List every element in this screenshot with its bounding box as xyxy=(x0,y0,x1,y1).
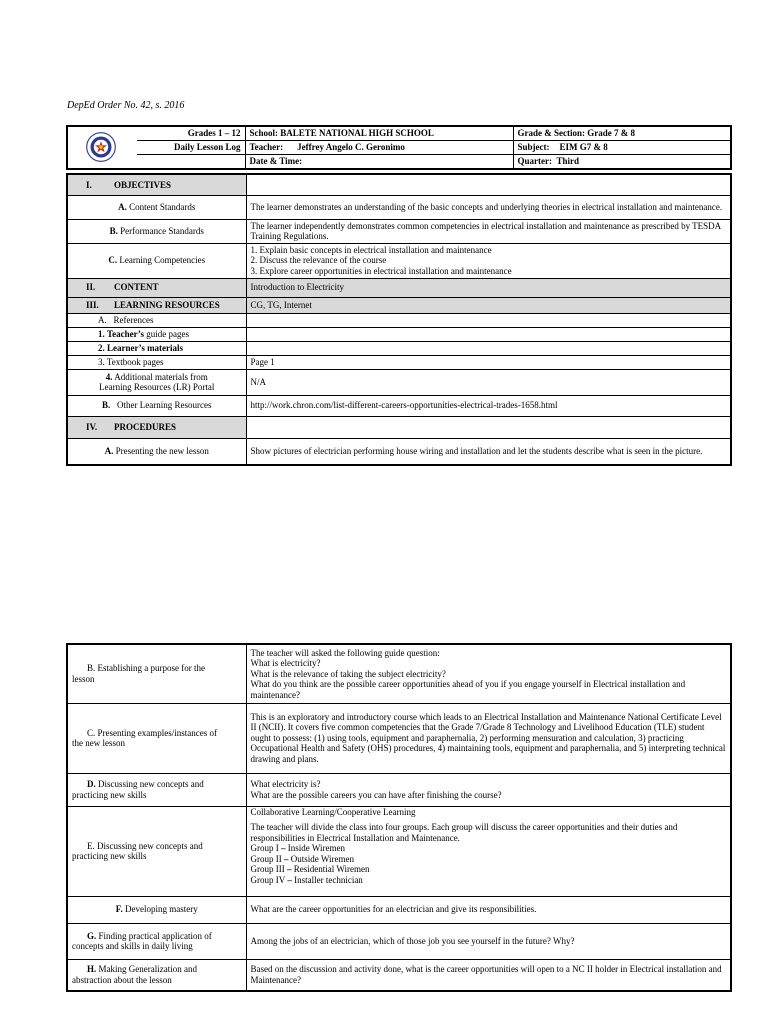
learners-materials-row xyxy=(67,341,731,355)
procedure-e-label-1: E. Discussing new concepts and xyxy=(87,840,203,851)
group-dash: – xyxy=(284,853,289,864)
procedure-d-row xyxy=(67,773,731,806)
group-line xyxy=(251,843,727,854)
group-line xyxy=(251,864,727,875)
procedure-a-label: Presenting the new lesson xyxy=(115,446,209,456)
other-resources-label: Other Learning Resources xyxy=(117,400,212,411)
guide-question-line: What do you think are the possible career opportunities ahead of you if you engage yourself in Electrical installation and maintenance? xyxy=(250,679,686,700)
section-title-objectives: OBJECTIVES xyxy=(114,179,172,190)
procedure-d-label-1: Discussing new concepts and xyxy=(98,779,204,789)
group-line xyxy=(251,854,727,865)
competency-line: 1. Explain basic concepts in electrical installation and maintenance xyxy=(250,244,492,255)
procedure-e-label-2: practicing new skills xyxy=(72,851,147,861)
textbook-label: 3. Textbook pages xyxy=(98,356,164,367)
quarter-label: Quarter: xyxy=(517,156,552,167)
procedure-f-row xyxy=(67,896,731,923)
content-standards-value: The learner demonstrates an understanding of the basic concepts and underlying theories in electrical installation and maintenance. xyxy=(246,195,731,219)
learning-resources-section xyxy=(67,297,731,313)
section-number: II. xyxy=(86,282,96,293)
content-standards-label: Content Standards xyxy=(129,201,196,212)
learning-competencies-row xyxy=(67,243,731,278)
teacher-label: Teacher: xyxy=(249,142,284,153)
group-name: Group III xyxy=(250,864,285,874)
group-role: Inside Wiremen xyxy=(287,843,345,853)
references-label: References xyxy=(113,314,154,325)
learners-materials-value xyxy=(246,341,731,355)
section-number: III. xyxy=(86,299,99,310)
section-title-learning-resources: LEARNING RESOURCES xyxy=(114,299,220,310)
guide-question-line: The teacher will asked the following guide question: xyxy=(250,647,440,658)
discussion-line: What are the possible careers you can have after finishing the course? xyxy=(250,789,502,800)
subject-row xyxy=(513,141,731,155)
content-standards-row xyxy=(67,195,731,219)
group-role: Installer technician xyxy=(294,874,363,885)
row-letter: H. xyxy=(87,964,97,975)
group-line xyxy=(251,875,727,886)
subject-label: Subject: xyxy=(517,142,550,153)
teachers-guide-row xyxy=(67,327,731,341)
deped-order-reference: DepEd Order No. 42, s. 2016 xyxy=(67,100,185,111)
competency-line: 2. Discuss the relevance of the course xyxy=(250,255,387,266)
teachers-guide-value xyxy=(246,327,731,341)
procedure-g-label-2: concepts and skills in daily living xyxy=(72,941,193,951)
learning-resources-value: CG, TG, Internet xyxy=(246,297,731,313)
group-role: Residential Wiremen xyxy=(293,864,370,874)
content-section xyxy=(67,278,731,297)
procedure-h-label-2: abstraction about the lesson xyxy=(72,974,172,985)
group-name: Group II xyxy=(250,853,282,864)
group-dash: – xyxy=(287,864,292,874)
procedure-b-label-2: lesson xyxy=(72,673,95,684)
procedure-a-value: Show pictures of electrician performing house wiring and installation and let the students describe what is seen in the picture. xyxy=(246,438,731,465)
procedure-g-value: Among the jobs of an electrician, which of those job you see yourself in the future? Why? xyxy=(246,923,731,959)
procedure-f-value: What are the career opportunities for an electrician and give its responsibilities. xyxy=(246,896,731,923)
procedure-d-label-2: practicing new skills xyxy=(72,789,147,800)
procedure-h-value: Based on the discussion and activity done, what is the career opportunities will open to a NC II holder in Electrical installation and Maintenance? xyxy=(246,959,731,991)
guide-question-line: What is the relevance of taking the subject electricity? xyxy=(250,668,446,679)
row-letter: A. xyxy=(98,314,107,325)
procedure-b-row xyxy=(67,644,731,703)
procedure-c-row xyxy=(67,703,731,773)
textbook-row xyxy=(67,355,731,369)
procedure-c-label-2: the new lesson xyxy=(72,738,125,748)
performance-standards-label: Performance Standards xyxy=(120,225,204,236)
section-number: IV. xyxy=(86,421,98,432)
row-letter: B. xyxy=(109,225,118,236)
row-letter: F. xyxy=(115,904,123,915)
row-letter: D. xyxy=(87,779,96,789)
row-letter: B. xyxy=(102,400,111,411)
learners-materials-label: 2. Learner’s materials xyxy=(98,342,184,353)
logo-cell xyxy=(67,126,137,169)
procedure-e-intro: The teacher will divide the class into four groups. Each group will discuss the career opportunities and their duties and responsibilities in Electrical Installation and Maintenance. xyxy=(250,822,678,843)
performance-standards-row xyxy=(67,219,731,243)
procedure-c-value: This is an exploratory and introductory course which leads to an Electrical Installation and Maintenance National Certificate Level II (NCII). It covers five common competencies that the Grade 7/Grade 8 Technology and Livelihood Education (TLE) student ought to possess: (1) using tools, equipment and paraphernalia, 2) performing mensuration and calculation, 3) practicing Occupational Health and Safety (OHS) procedures, 4) maintaining tools, equipment and paraphernalia, and 5) interpreting technical drawing and plans. xyxy=(246,703,731,773)
date-time-label: Date & Time: xyxy=(245,155,513,170)
school-name: School: BALETE NATIONAL HIGH SCHOOL xyxy=(245,126,513,141)
group-name: Group IV xyxy=(250,874,286,885)
grade-section: Grade & Section: Grade 7 & 8 xyxy=(513,126,731,141)
procedure-a-row xyxy=(67,438,731,465)
deped-seal-icon xyxy=(86,132,116,162)
section-number: I. xyxy=(86,179,92,190)
teachers-guide-label: guide pages xyxy=(144,328,189,339)
daily-lesson-log-title: Daily Lesson Log xyxy=(137,141,245,155)
procedure-e-value xyxy=(246,806,731,896)
row-number: 4. xyxy=(105,371,113,382)
section-title-procedures: PROCEDURES xyxy=(114,421,177,432)
additional-materials-row xyxy=(67,369,731,395)
procedure-e-row xyxy=(67,806,731,896)
other-resources-row xyxy=(67,395,731,416)
lesson-log-table-part2 xyxy=(66,643,732,992)
lesson-log-table-part1 xyxy=(66,173,732,466)
quarter-value: Third xyxy=(556,156,579,167)
other-resources-url: http://work.chron.com/list-different-careers-opportunities-electrical-trades-1658.html xyxy=(246,395,731,416)
content-value: Introduction to Electricity xyxy=(246,278,731,297)
additional-materials-value: N/A xyxy=(246,369,731,395)
teacher-row xyxy=(245,141,513,155)
grades-label: Grades 1 – 12 xyxy=(137,126,245,141)
procedure-e-heading: Collaborative Learning/Cooperative Learning xyxy=(250,806,416,817)
procedure-d-value xyxy=(246,773,731,806)
row-number: 1. xyxy=(98,328,105,339)
guide-question-line: What is electricity? xyxy=(250,658,321,668)
textbook-value: Page 1 xyxy=(246,355,731,369)
procedures-section xyxy=(67,416,731,438)
additional-materials-label-1: Additional materials from xyxy=(114,371,208,382)
row-letter: A. xyxy=(104,446,114,456)
row-letter: C. xyxy=(108,255,118,266)
row-letter: G. xyxy=(87,930,97,941)
procedure-g-label-1: Finding practical application of xyxy=(98,930,212,941)
procedure-b-label-1: B. Establishing a purpose for the xyxy=(87,663,205,674)
performance-standards-value: The learner independently demonstrates common competencies in electrical installation and maintenance as prescribed by TESDA Training Regulations. xyxy=(246,219,731,243)
references-row xyxy=(67,313,731,327)
section-title-content: CONTENT xyxy=(114,282,159,293)
procedure-f-label: Developing mastery xyxy=(124,904,198,915)
discussion-line: What electricity is? xyxy=(250,779,321,789)
teacher-name: Jeffrey Angelo C. Geronimo xyxy=(297,142,405,153)
group-name: Group I xyxy=(250,843,279,853)
row-letter: A. xyxy=(118,201,127,212)
additional-materials-label-2: Learning Resources (LR) Portal xyxy=(99,382,215,392)
procedure-g-row xyxy=(67,923,731,959)
quarter-row xyxy=(513,155,731,170)
subject-value: EIM G7 & 8 xyxy=(559,142,608,153)
header-table xyxy=(66,125,732,170)
objectives-section xyxy=(67,174,731,195)
procedure-h-row xyxy=(67,959,731,991)
group-role: Outside Wiremen xyxy=(290,853,354,864)
learning-competencies-value xyxy=(246,243,731,278)
learning-competencies-label: Learning Competencies xyxy=(119,255,206,266)
procedure-c-label-1: C. Presenting examples/instances of xyxy=(87,727,217,738)
group-dash: – xyxy=(287,874,292,885)
procedure-h-label-1: Making Generalization and xyxy=(98,964,197,975)
competency-line: 3. Explore career opportunities in electrical installation and maintenance xyxy=(250,265,512,276)
group-dash: – xyxy=(281,843,286,853)
teachers-guide-label-bold: Teacher’s xyxy=(107,328,144,339)
procedure-b-value xyxy=(246,644,731,703)
